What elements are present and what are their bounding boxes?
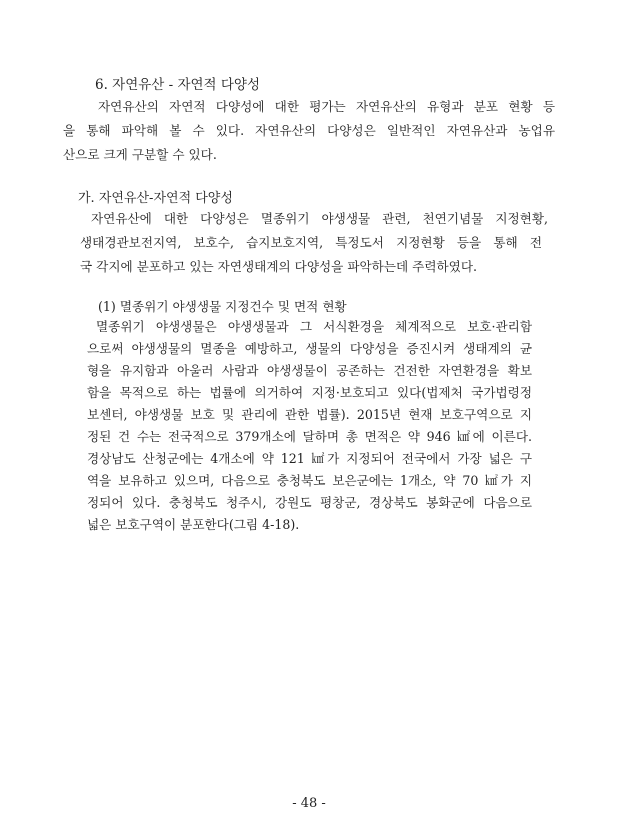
page-number: - 48 - bbox=[292, 796, 326, 811]
paragraph-line: 넓은 보호구역이 분포한다(그림 4-18). bbox=[87, 517, 300, 532]
paragraph-line: 역을 보유하고 있으며, 다음으로 충청북도 보은군에는 1개소, 약 70 ㎢가 지 bbox=[87, 473, 532, 488]
item-heading: (1) 멸종위기 야생생물 지정건수 및 면적 현황 bbox=[98, 299, 347, 314]
section-heading: 6. 자연유산 - 자연적 다양성 bbox=[95, 77, 261, 93]
paragraph-line: 을 통해 파악해 볼 수 있다. 자연유산의 다양성은 일반적인 자연유산과 농업유 bbox=[63, 123, 555, 138]
paragraph-line: 함을 목적으로 하는 법률에 의거하여 지정·보호되고 있다(법제처 국가법령정 bbox=[87, 385, 532, 400]
paragraph-line: 경상남도 산청군에는 4개소에 약 121 ㎢가 지정되어 전국에서 가장 넓은 구 bbox=[87, 451, 532, 466]
paragraph-line: 산으로 크게 구분할 수 있다. bbox=[63, 147, 217, 162]
paragraph-line: 정되어 있다. 충청북도 청주시, 강원도 평창군, 경상북도 봉화군에 다음으로 bbox=[87, 495, 532, 510]
paragraph-line: 정된 건 수는 전국적으로 379개소에 달하며 총 면적은 약 946 ㎢에 이른다. bbox=[87, 429, 532, 444]
paragraph-line: 멸종위기 야생생물은 야생생물과 그 서식환경을 체계적으로 보호·관리함 bbox=[96, 319, 532, 334]
paragraph-line: 으로써 야생생물의 멸종을 예방하고, 생물의 다양성을 증진시켜 생태계의 균 bbox=[87, 341, 532, 356]
paragraph-line: 자연유산의 자연적 다양성에 대한 평가는 자연유산의 유형과 분포 현황 등 bbox=[98, 99, 555, 114]
paragraph-line: 자연유산에 대한 다양성은 멸종위기 야생생물 관련, 천연기념물 지정현황, bbox=[91, 211, 548, 226]
paragraph-line: 국 각지에 분포하고 있는 자연생태계의 다양성을 파악하는데 주력하였다. bbox=[80, 259, 477, 274]
paragraph-line: 보센터, 야생생물 보호 및 관리에 관한 법률). 2015년 현재 보호구역으로 지 bbox=[87, 407, 532, 422]
paragraph-line: 생태경관보전지역, 보호수, 습지보호지역, 특정도서 지정현황 등을 통해 전 bbox=[80, 235, 542, 250]
subsection-heading: 가. 자연유산-자연적 다양성 bbox=[78, 191, 233, 206]
paragraph-line: 형을 유지함과 아울러 사람과 야생생물이 공존하는 건전한 자연환경을 확보 bbox=[87, 363, 532, 378]
